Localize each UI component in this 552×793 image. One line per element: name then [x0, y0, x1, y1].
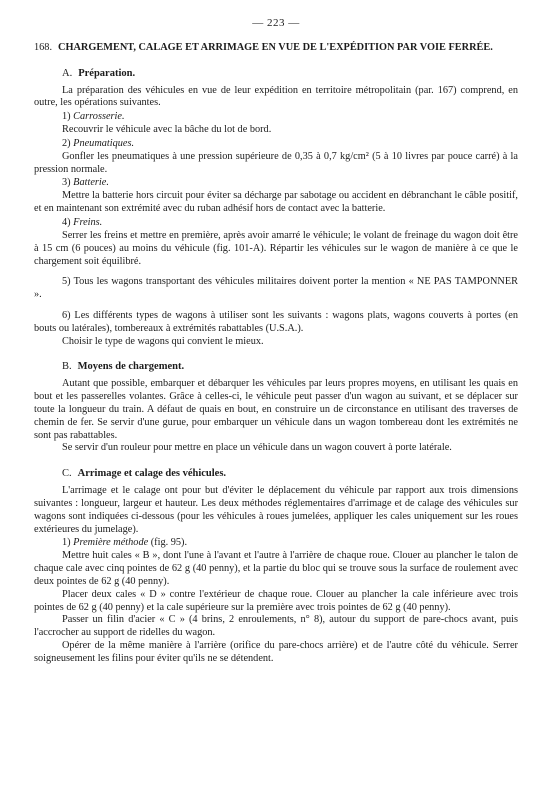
section-b-header	[62, 360, 518, 373]
subsection-4-title: Freins.	[73, 217, 103, 229]
section-b-title: Moyens de chargement.	[77, 361, 185, 373]
subsection-3-title: Batterie.	[73, 177, 109, 189]
section-c-paragraph-4: Passer un filin d'acier « C » (4 brins, 2 enroulements, n° 8), autour du support de pare-chocs avant, puis l'accrocher au support de ridelles du wagon.	[34, 614, 518, 639]
subsection-2-header	[62, 137, 518, 150]
heading-text: CHARGEMENT, CALAGE ET ARRIMAGE EN VUE DE L'EXPÉDITION PAR VOIE FERRÉE.	[58, 42, 493, 53]
subsection-2-title: Pneumatiques.	[73, 137, 135, 149]
method-1-header	[62, 536, 518, 549]
heading-number: 168.	[34, 42, 53, 53]
subsection-4-number: 4)	[62, 217, 71, 229]
section-b-paragraph-2: Se servir d'un rouleur pour mettre en place un véhicule dans un wagon couvert à porte latérale.	[62, 442, 452, 454]
subsection-6-text: 6) Les différents types de wagons à utiliser sont les suivants : wagons plats, wagons couverts à portes (en bouts ou latérales), tombereaux à extrémités rabattables (U.S.A.).	[34, 310, 518, 334]
section-c-header	[62, 467, 518, 480]
section-c-paragraph-3: Placer deux cales « D » contre l'extérieur de chaque roue. Clouer au plancher la cale inférieure avec trois pointes de 62 g (40 penny) et la cale supérieure sur la première avec trois pointes de 62 g (40 penny).	[34, 588, 518, 613]
section-c-paragraph-5: Opérer de la même manière à l'arrière (orifice du pare-chocs arrière) et de l'autre côté du véhicule. Serrer soigneusement les filins pour éviter qu'ils ne se détendent.	[34, 640, 518, 664]
method-1-number: 1)	[62, 537, 71, 549]
subsection-2-number: 2)	[62, 137, 71, 149]
section-a-title: Préparation.	[78, 67, 136, 79]
subsection-4-text: Serrer les freins et mettre en première, après avoir amarré le véhicule; le volant de freinage du wagon doit être à 15 cm (6 pouces) au moins du véhicule (fig. 101-A). Répartir les véhicules sur le wagon de manière à ce que le chargement soit équilibré.	[34, 230, 518, 267]
section-b-letter: B.	[62, 361, 72, 373]
subsection-1-title: Carrosserie.	[73, 111, 125, 123]
heading	[34, 42, 518, 55]
subsection-3-text: Mettre la batterie hors circuit pour éviter sa décharge par sabotage ou accident en débranchant le câble positif, et en maintenant son extrémité avec du ruban adhésif hors de contact avec la batterie.	[34, 190, 518, 215]
subsection-6-choose: Choisir le type de wagons qui convient le mieux.	[62, 335, 264, 347]
page-number: — 223 —	[252, 17, 300, 29]
subsection-2-text: Gonfler les pneumatiques à une pression supérieure de 0,35 à 0,7 kg/cm² (5 à 10 livres par pouce carré) à la pression normale.	[34, 150, 518, 175]
subsection-3-number: 3)	[62, 177, 71, 189]
method-1-title: Première méthode	[73, 537, 149, 549]
section-c-title: Arrimage et calage des véhicules.	[77, 468, 227, 480]
section-a-letter: A.	[62, 67, 73, 79]
section-a-intro: La préparation des véhicules en vue de leur expédition en territoire métropolitain (par. 167) comprend, en outre, les opérations suivantes.	[34, 84, 518, 109]
section-c-letter: C.	[62, 468, 72, 480]
subsection-1-header	[62, 110, 518, 123]
subsection-1-text: Recouvrir le véhicule avec la bâche du lot de bord.	[62, 124, 272, 136]
subsection-3-header	[62, 176, 518, 189]
section-b-paragraph-1: Autant que possible, embarquer et débarquer les véhicules par leurs propres moyens, en utilisant les quais en bout et les passerelles volantes. Grâce à celles-ci, le véhicule peut passer d'un wagon au suivant, et se déplacer sur toute la longueur du train. A défaut de quais en bout, en construire un de circonstance en utilisant des traverses de chemin de fer. Se servir d'une gurue, pour embarquer un véhicule dans un wagon tombereau dont les extrémités ne sont pas rabattables.	[34, 378, 518, 441]
section-c-paragraph-2: Mettre huit cales « B », dont l'une à l'avant et l'autre à l'arrière de chaque roue. Clouer au plancher le talon de chaque cale avec cinq pointes de 62 g (40 penny), et la partie du bloc qui se trouve sous la surface de roulement avec deux pointes de 62 g (40 penny).	[34, 550, 518, 588]
subsection-1-number: 1)	[62, 111, 71, 123]
section-c-paragraph-1: L'arrimage et le calage ont pour but d'éviter le déplacement du véhicule par rapport aux trois dimensions suivantes : longueur, largeur et hauteur. Les deux méthodes réglementaires d'arrimage et de calage des véhicules sur wagons sont indiquées ci-dessous (pour les véhicules à roues jumelées, appliquer les cales uniquement sur les roues extérieures du jumelage).	[34, 485, 518, 535]
section-a-header	[62, 67, 518, 80]
subsection-5-text: 5) Tous les wagons transportant des véhicules militaires doivent porter la mention « NE PAS TAMPONNER ».	[34, 276, 518, 301]
subsection-4-header	[62, 216, 518, 229]
method-1-figure-ref: (fig. 95).	[150, 537, 188, 549]
